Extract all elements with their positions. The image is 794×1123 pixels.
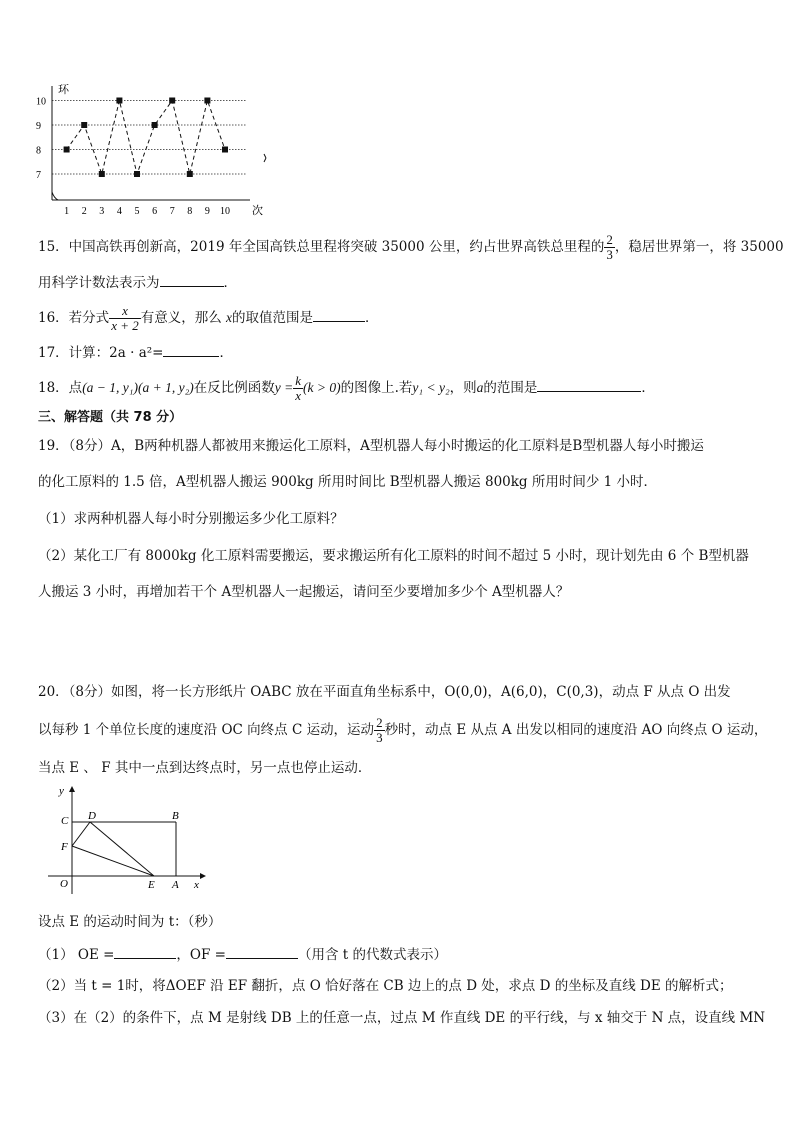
q18-frac-num: k (295, 373, 302, 388)
q20-frac-den: 3 (376, 730, 383, 745)
q18-frac-den: x (295, 388, 302, 403)
label-o: O (60, 878, 68, 890)
q19-line2: 的化工原料的 1.5 倍，A型机器人搬运 900kg 所用时间比 B型机器人搬运 800kg 所用时间少 1 小时． (38, 474, 658, 490)
q20-sub3: （3）在（2）的条件下，点 M 是射线 DB 上的任意一点，过点 M 作直线 DE 的平行线，与 x 轴交于 N 点，设直线 MN (38, 1010, 766, 1026)
q18-text-e: 的范围是 (483, 380, 538, 396)
chart-point (204, 98, 210, 104)
q17-answer-blank[interactable] (163, 342, 219, 357)
q15-end: ． (223, 275, 237, 291)
q18-ineq: y₁ < y₂ (412, 380, 450, 395)
label-y: y (59, 785, 64, 797)
chart-axes (52, 86, 250, 200)
q17-text: 17．计算：2a · a²= (38, 345, 164, 361)
q18-var: a (476, 380, 484, 395)
label-b: B (172, 810, 179, 822)
q20-sub1-b: ，OF = (176, 947, 226, 963)
q20-of-blank[interactable] (226, 944, 298, 959)
q19-sub2-line2: 人搬运 3 小时，再增加若干个 A型机器人一起搬运，请问至少要增加多少个 A型机器人？ (38, 584, 570, 600)
q17-line (38, 342, 233, 363)
q16-frac-den: x + 2 (111, 318, 139, 333)
segment-fe (72, 846, 154, 876)
chart-point (99, 171, 105, 177)
chart-x-tick-label: 9 (204, 206, 210, 217)
chart-point (222, 147, 228, 153)
q18-fraction (293, 374, 303, 403)
chart-series-line (67, 101, 225, 175)
q15-answer-blank[interactable] (160, 272, 224, 287)
q16-end: ． (365, 310, 379, 326)
q20-oe-blank[interactable] (114, 944, 176, 959)
q19-line1: 19．（8分）A，B两种机器人都被用来搬运化工原料，A型机器人每小时搬运的化工原料是B型机器人每小时搬运 (38, 438, 704, 454)
q20-line3: 当点 E 、 F 其中一点到达终点时，另一点也停止运动． (38, 760, 372, 776)
q18-text-b: 在反比例函数 (193, 380, 275, 396)
q20-sub1-c: （用含 t 的代数式表示） (297, 947, 447, 963)
q15-frac-num: 2 (606, 232, 613, 247)
label-x: x (194, 879, 199, 891)
chart-point (169, 98, 175, 104)
q20-sub1-a: （1） OE = (38, 947, 115, 963)
q15-text-a: 15．中国高铁再创新高，2019 年全国高铁总里程将突破 35000 公里，约占世界高铁总里程的 (38, 239, 605, 255)
chart-point (187, 171, 193, 177)
segment-de (90, 822, 154, 876)
q18-answer-blank[interactable] (537, 377, 641, 392)
q18-text-c: 的图像上.若 (340, 380, 413, 396)
chart-point (81, 122, 87, 128)
chart-x-tick-label: 8 (187, 206, 193, 217)
stray-mark (264, 158, 266, 162)
chart-point (152, 122, 158, 128)
chart-point (134, 171, 140, 177)
label-c: C (61, 815, 69, 827)
chart-ticks (36, 97, 230, 218)
segment-fd (72, 822, 90, 846)
q15-line2-text: 用科学计数法表示为 (38, 275, 160, 291)
chart-y-axis-label: 环 (58, 84, 69, 96)
q16-frac-num: x (109, 304, 141, 319)
q18-line (38, 374, 655, 403)
chart-x-axis-label: 次 (252, 205, 263, 217)
q20-line2-b: 秒时，动点 E 从点 A 出发以相同的速度沿 AO 向终点 O 运动， (384, 722, 768, 738)
q18-points: (a − 1, y₁)(a + 1, y₂) (82, 380, 194, 395)
q15-frac-den: 3 (606, 247, 613, 262)
q16-line (38, 304, 379, 333)
q15-fraction (604, 233, 615, 262)
x-axis-arrow (200, 873, 206, 879)
q20-line2-a: 以每秒 1 个单位长度的速度沿 OC 向终点 C 运动，运动 (38, 722, 375, 738)
label-d: D (88, 810, 96, 822)
q20-line4: 设点 E 的运动时间为 t：（秒） (38, 914, 222, 930)
label-f: F (61, 841, 68, 853)
chart-x-tick-label: 5 (134, 206, 140, 217)
q18-text-d: ，则 (449, 380, 477, 396)
chart-x-tick-label: 6 (152, 206, 158, 217)
q20-fraction (374, 716, 385, 745)
chart-y-tick-label: 7 (36, 170, 41, 181)
chart-x-tick-label: 1 (64, 206, 70, 217)
q16-answer-blank[interactable] (313, 307, 365, 322)
chart-y-tick-label: 8 (36, 145, 41, 157)
q20-frac-num: 2 (376, 715, 383, 730)
q16-text-b: 有意义，那么 (140, 310, 222, 326)
chart-x-tick-label: 3 (99, 206, 105, 217)
chart-point (64, 147, 70, 153)
q20-sub2: （2）当 t = 1时，将ΔOEF 沿 EF 翻折，点 O 恰好落在 CB 边上的点 D 处，求点 D 的坐标及直线 DE 的解析式； (38, 978, 733, 994)
q15-line2 (38, 272, 237, 293)
chart-x-tick-label: 4 (116, 206, 122, 217)
chart-x-tick-label: 2 (81, 206, 87, 217)
q16-text-a: 16．若分式 (38, 310, 110, 326)
q16-var: x (226, 310, 233, 325)
chart-axis-break (52, 192, 58, 200)
q16-fraction (109, 304, 141, 333)
coordinate-figure (44, 784, 214, 896)
chart-point (116, 98, 122, 104)
chart-y-tick-label: 9 (36, 121, 41, 132)
stray-mark (264, 154, 266, 158)
q18-text-a: 18．点 (38, 380, 83, 396)
q15-text-b: ，稳居世界第一，将 35000 (614, 239, 784, 255)
q20-line1: 20．（8分）如图，将一长方形纸片 OABC 放在平面直角坐标系中，O(0,0)，A(6,0)，C(0,3)，动点 F 从点 O 出发 (38, 684, 731, 700)
chart-x-tick-label: 10 (220, 206, 230, 217)
q16-text-c: 的取值范围是 (232, 310, 314, 326)
y-axis-arrow (69, 786, 75, 792)
chart-grid (52, 101, 246, 175)
label-a: A (172, 879, 179, 891)
q18-cond: (k > 0) (303, 380, 341, 395)
label-e: E (148, 879, 155, 891)
q18-end: ． (641, 380, 655, 396)
q17-end: ． (219, 345, 233, 361)
q15-line1 (38, 233, 784, 262)
section-title: 三、解答题（共 78 分） (38, 410, 183, 425)
line-chart (30, 82, 280, 222)
q20-line2 (38, 716, 767, 745)
q19-sub1: （1）求两种机器人每小时分别搬运多少化工原料？ (38, 511, 344, 527)
q18-func-lhs: y = (274, 380, 294, 395)
chart-y-tick-label: 10 (36, 96, 46, 108)
q20-sub1 (38, 944, 447, 965)
q19-sub2-line1: （2）某化工厂有 8000kg 化工原料需要搬运，要求搬运所有化工原料的时间不超过 5 小时，现计划先由 6 个 B型机器 (38, 548, 749, 564)
chart-x-tick-label: 7 (169, 206, 175, 217)
